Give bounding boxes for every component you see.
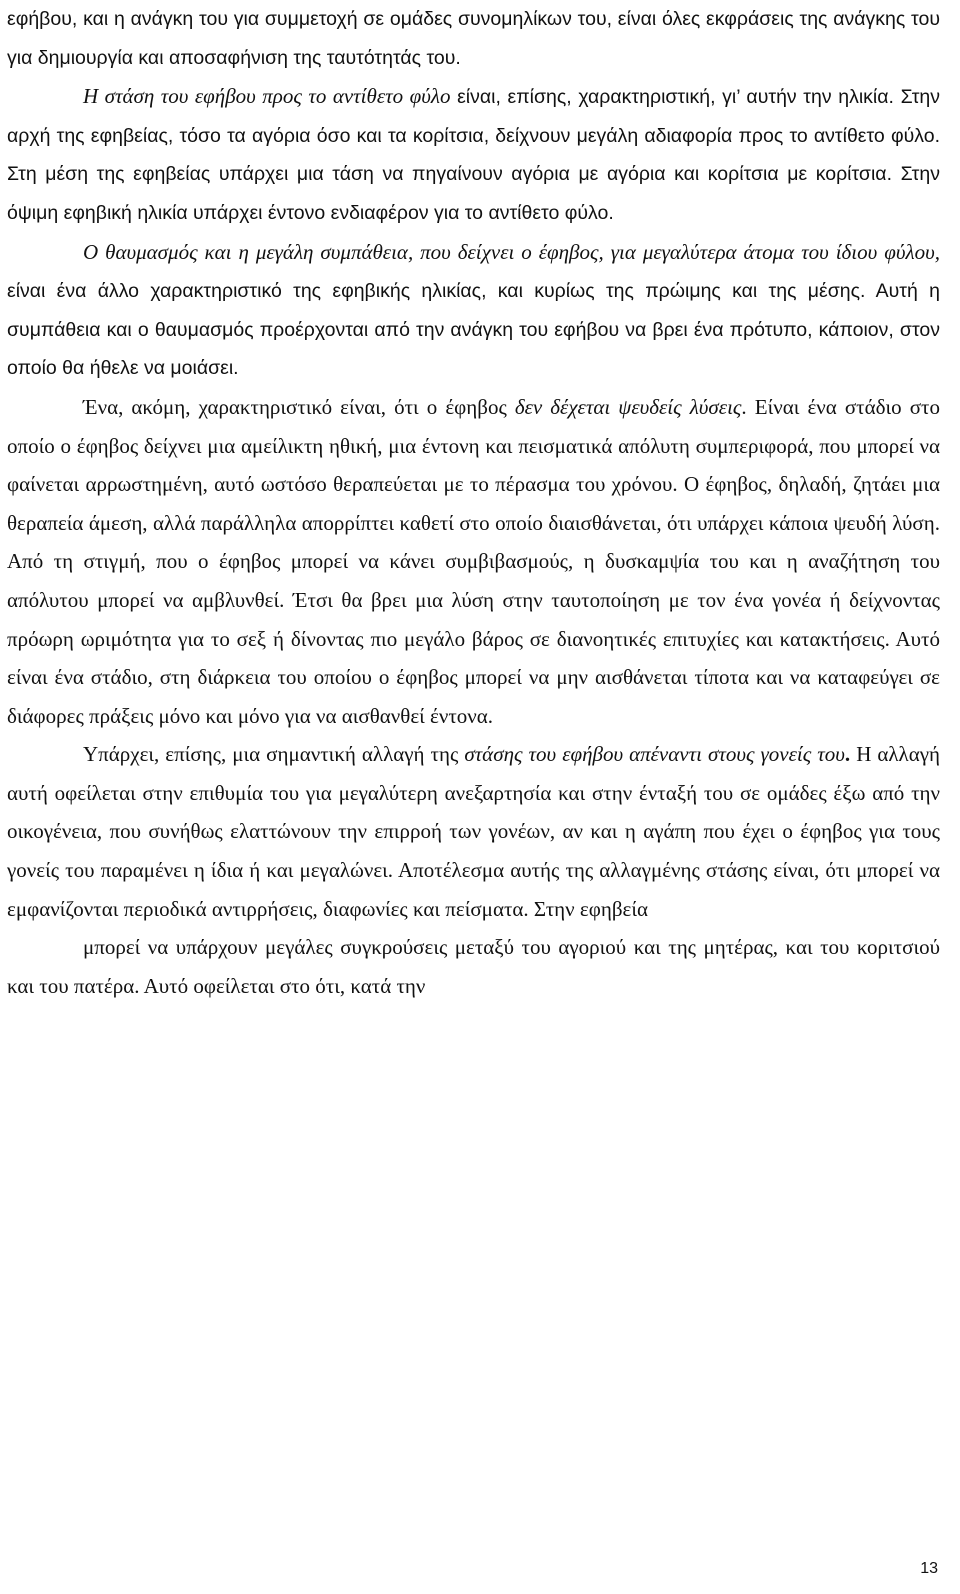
paragraph-5-text-start: Υπάρχει, επίσης, μια σημαντική αλλαγή της xyxy=(83,742,465,767)
paragraph-6 xyxy=(7,928,940,1005)
paragraph-3-text: είναι ένα άλλο χαρακτηριστικό της εφηβικής ηλικίας, και κυρίως της πρώιμης και της μέσης. Αυτή η συμπάθεια και ο θαυμασμός προέρχονται από την ανάγκη του εφήβου να βρει ένα πρότυπο, κάποιον, στον οποίο θα ήθελε να μοιάσει. xyxy=(7,280,940,380)
paragraph-2-emphasis: Η στάση του εφήβου προς το αντίθετο φύλο xyxy=(83,84,451,109)
paragraph-3-emphasis: Ο θαυμασμός και η μεγάλη συμπάθεια, που δείχνει ο έφηβος, για μεγαλύτερα άτομα του ίδιου φύλου, xyxy=(83,239,940,264)
paragraph-5-period: . xyxy=(844,742,851,767)
paragraph-4-text-start: Ένα, ακόμη, χαρακτηριστικό είναι, ότι ο έφηβος xyxy=(83,394,515,419)
paragraph-6-text: μπορεί να υπάρχουν μεγάλες συγκρούσεις μεταξύ του αγοριού και της μητέρας, και του κοριτσιού και του πατέρα. Αυτό οφείλεται στο ότι, κατά την xyxy=(7,935,940,998)
page-number: 13 xyxy=(920,1560,938,1577)
paragraph-5 xyxy=(7,735,940,928)
paragraph-1-text: εφήβου, και η ανάγκη του για συμμετοχή σε ομάδες συνομηλίκων του, είναι όλες εκφράσεις της ανάγκης του για δημιουργία και αποσαφήνιση της ταυτότητάς του. xyxy=(7,8,940,69)
paragraph-5-text: Η αλλαγή αυτή οφείλεται στην επιθυμία του για μεγαλύτερη ανεξαρτησία και στην ένταξή του σε ομάδες έξω από την οικογένεια, που συνήθως ελαττώνουν την επιρροή των γονέων, αν και η αγάπη που έχει ο έφηβος για τους γονείς του παραμένει η ίδια ή και μεγαλώνει. Αποτέλεσμα αυτής της αλλαγμένης στάσης είναι, ότι μπορεί να εμφανίζονται περιοδικά αντιρρήσεις, διαφωνίες και πείσματα. Στην εφηβεία xyxy=(7,742,940,921)
paragraph-2 xyxy=(7,77,940,232)
paragraph-2-text: είναι, επίσης, χαρακτηριστική, γι’ αυτήν την ηλικία. Στην αρχή της εφηβείας, τόσο τα αγόρια όσο και τα κορίτσια, δείχνουν μεγάλη αδιαφορία προς το αντίθετο φύλο. Στη μέση της εφηβείας υπάρχει μια τάση να πηγαίνουν αγόρια με αγόρια και κορίτσια με κορίτσια. Στην όψιμη εφηβική ηλικία υπάρχει έντονο ενδιαφέρον για το αντίθετο φύλο. xyxy=(7,86,940,224)
paragraph-4-emphasis: δεν δέχεται ψευδείς λύσεις xyxy=(514,394,742,419)
paragraph-5-emphasis: στάσης του εφήβου απέναντι στους γονείς του xyxy=(464,742,845,767)
paragraph-4-text: . Είναι ένα στάδιο στο οποίο ο έφηβος δείχνει μια αμείλικτη ηθική, μια έντονη και πεισματικά απόλυτη συμπεριφορά, που μπορεί να φαίνεται αρρωστημένη, αυτό ωστόσο θεραπεύεται με το πέρασμα του χρόνου. Ο έφηβος, δηλαδή, ζητάει μια θεραπεία άμεση, αλλά παράλληλα απορρίπτει καθετί στο οποίο διαισθάνεται, ότι υπάρχει κάποια ψευδή λύση. Από τη στιγμή, που ο έφηβος μπορεί να κάνει συμβιβασμούς, η δυσκαμψία του και η αναζήτηση του απόλυτου μπορεί να αμβλυνθεί. Έτσι θα βρει μια λύση στην ταυτοποίηση με τον ένα γονέα ή δείχνοντας πρόωρη ωριμότητα για το σεξ ή δίνοντας πιο μεγάλο βάρος σε διανοητικές επιτυχίες και κατακτήσεις. Αυτό είναι ένα στάδιο, στη διάρκεια του οποίου ο έφηβος μπορεί να μην αισθάνεται τίποτα και να καταφεύγει σε διάφορες πράξεις μόνο και μόνο για να αισθανθεί έντονα. xyxy=(7,394,940,728)
paragraph-1 xyxy=(7,0,940,77)
paragraph-3 xyxy=(7,233,940,388)
document-page xyxy=(7,0,940,1005)
paragraph-4 xyxy=(7,388,940,735)
